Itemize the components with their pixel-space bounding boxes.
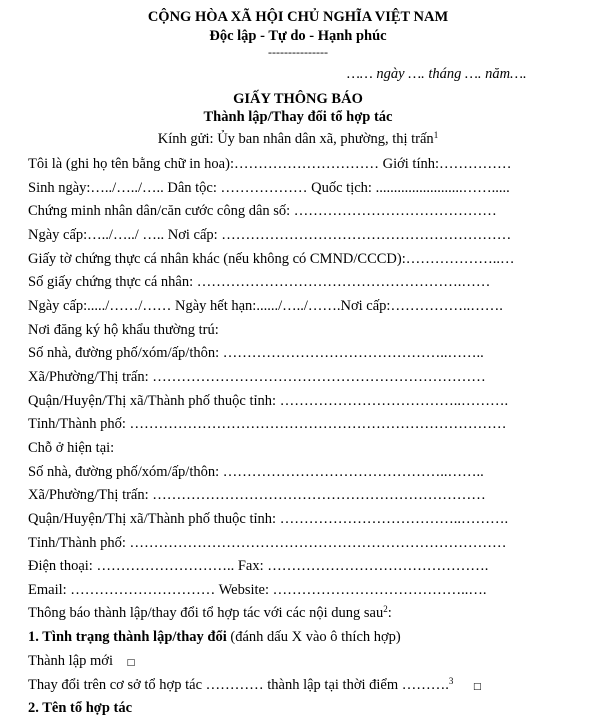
option-new-label: Thành lập mới — [28, 653, 113, 669]
section-1-heading: 1. Tình trạng thành lập/thay đổi — [28, 629, 227, 645]
field-phone-fax: Điện thoại: ……………………….. Fax: ………………………………………. — [28, 558, 489, 574]
section-1-instruction: (đánh dấu X vào ô thích hợp) — [226, 629, 401, 645]
option-change — [28, 676, 482, 696]
notice-line — [28, 604, 392, 622]
footnote-ref: 2 — [383, 604, 388, 614]
option-change-label: Thay đổi trên cơ sở tổ hợp tác ………… thành lập tại thời điểm ………. — [28, 677, 449, 693]
field-email-website: Email: ………………………… Website: …………………………………..…. — [28, 582, 487, 598]
field-personal-id-number: Số giấy chứng thực cá nhân: ……………………………………………….…… — [28, 274, 491, 290]
current-residence-heading: Chỗ ở hiện tại: — [28, 440, 115, 456]
field-full-name: Tôi là (ghi họ tên bằng chữ in hoa):………………………… Giới tính:…………… — [28, 156, 512, 172]
field-current-district: Quận/Huyện/Thị xã/Thành phố thuộc tỉnh: ………………………………..………. — [28, 511, 509, 527]
option-new-establishment — [28, 652, 135, 672]
checkbox-new[interactable]: □ — [126, 658, 136, 668]
field-permanent-district: Quận/Huyện/Thị xã/Thành phố thuộc tỉnh: ………………………………..………. — [28, 393, 509, 409]
date-line: …… ngày …. tháng …. năm…. — [347, 66, 527, 82]
notice-text: Thông báo thành lập/thay đổi tổ hợp tác với các nội dung sau — [28, 605, 384, 621]
field-current-ward: Xã/Phường/Thị trấn: …………………………………………………………… — [28, 487, 486, 503]
header-divider: --------------- — [268, 45, 328, 59]
document-title: GIẤY THÔNG BÁO — [233, 91, 363, 107]
document-subtitle: Thành lập/Thay đổi tổ hợp tác — [203, 109, 393, 125]
recipient-text: Kính gửi: Ủy ban nhân dân xã, phường, thị trấn — [157, 131, 434, 147]
field-permanent-street: Số nhà, đường phố/xóm/ấp/thôn: ………………………………………..…….. — [28, 345, 484, 361]
section-1-line — [28, 628, 401, 646]
field-current-province: Tỉnh/Thành phố: …………………………………………………………………… — [28, 535, 507, 551]
country-heading: CỘNG HÒA XÃ HỘI CHỦ NGHĨA VIỆT NAM — [147, 9, 449, 25]
footnote-ref: 1 — [433, 130, 439, 140]
section-2-heading: 2. Tên tổ hợp tác — [28, 700, 133, 716]
motto: Độc lập - Tự do - Hạnh phúc — [209, 28, 387, 44]
field-id-issue: Ngày cấp:…../…../ ….. Nơi cấp: …………………………………………………… — [28, 227, 512, 243]
field-permanent-ward: Xã/Phường/Thị trấn: …………………………………………………………… — [28, 369, 486, 385]
field-permanent-province: Tỉnh/Thành phố: …………………………………………………………………… — [28, 416, 507, 432]
field-current-street: Số nhà, đường phố/xóm/ấp/thôn: ………………………………………..…….. — [28, 464, 484, 480]
notice-colon: : — [387, 605, 392, 621]
field-id-number: Chứng minh nhân dân/căn cước công dân số: …………………………………… — [28, 203, 497, 219]
permanent-residence-heading: Nơi đăng ký hộ khẩu thường trú: — [28, 322, 219, 338]
recipient-line — [0, 130, 596, 148]
field-personal-id-issue: Ngày cấp:...../……/…… Ngày hết hạn:....../…../…….Nơi cấp:……………..……. — [28, 298, 503, 314]
field-birth-ethnicity-nationality: Sinh ngày:…../…../….. Dân tộc: ……………… Quốc tịch: ........................……..... — [28, 180, 510, 196]
footnote-ref: 3 — [448, 676, 454, 686]
checkbox-change[interactable]: □ — [473, 682, 482, 692]
field-other-id: Giấy tờ chứng thực cá nhân khác (nếu không có CMND/CCCD):………………..… — [28, 251, 515, 267]
